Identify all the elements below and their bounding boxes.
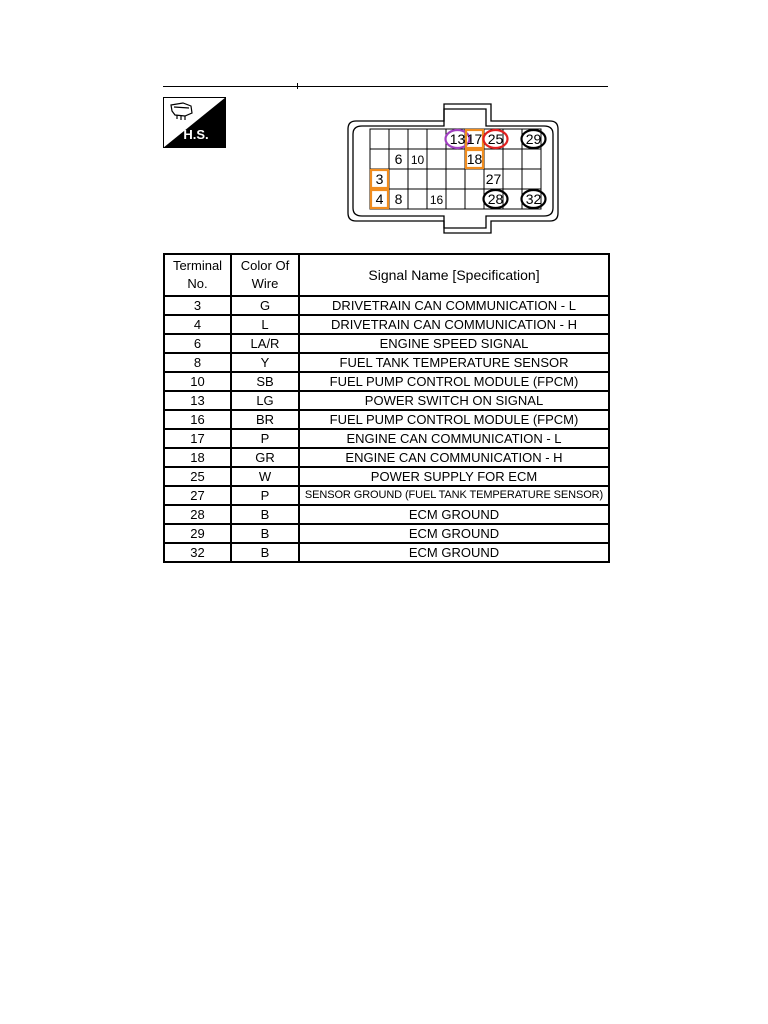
cell-wire-color: P <box>231 429 299 448</box>
table-row <box>164 296 609 315</box>
cell-wire-color: BR <box>231 410 299 429</box>
table-row <box>164 429 609 448</box>
cell-signal-name: DRIVETRAIN CAN COMMUNICATION - H <box>299 315 609 334</box>
table-row <box>164 353 609 372</box>
cell-signal-name: ECM GROUND <box>299 524 609 543</box>
cell-terminal: 32 <box>164 543 231 562</box>
cell-terminal: 28 <box>164 505 231 524</box>
cell-terminal: 3 <box>164 296 231 315</box>
table-row <box>164 505 609 524</box>
pin-label-27: 27 <box>485 171 502 187</box>
cell-terminal: 25 <box>164 467 231 486</box>
table-row <box>164 410 609 429</box>
cell-terminal: 27 <box>164 486 231 505</box>
cell-wire-color: LG <box>231 391 299 410</box>
cell-wire-color: SB <box>231 372 299 391</box>
cell-signal-name: ECM GROUND <box>299 505 609 524</box>
cell-signal-name: SENSOR GROUND (FUEL TANK TEMPERATURE SENSOR) <box>299 486 609 505</box>
cell-wire-color: B <box>231 524 299 543</box>
table-header-row <box>164 254 609 296</box>
cell-terminal: 8 <box>164 353 231 372</box>
header-signal-name: Signal Name [Specification] <box>299 254 609 296</box>
cell-wire-color: W <box>231 467 299 486</box>
pin-label-29: 29 <box>525 131 542 147</box>
table-row <box>164 334 609 353</box>
pin-label-17: 17 <box>466 131 483 147</box>
cell-signal-name: DRIVETRAIN CAN COMMUNICATION - L <box>299 296 609 315</box>
table-row <box>164 391 609 410</box>
harness-side-badge <box>163 97 226 148</box>
cell-terminal: 13 <box>164 391 231 410</box>
pin-label-16: 16 <box>429 193 444 207</box>
top-rule-tick <box>297 83 298 89</box>
cell-terminal: 17 <box>164 429 231 448</box>
cell-terminal: 10 <box>164 372 231 391</box>
cell-signal-name: FUEL TANK TEMPERATURE SENSOR <box>299 353 609 372</box>
pin-label-18: 18 <box>466 151 483 167</box>
cell-wire-color: LA/R <box>231 334 299 353</box>
cell-terminal: 4 <box>164 315 231 334</box>
pin-label-3: 3 <box>375 171 384 187</box>
cell-signal-name: ENGINE SPEED SIGNAL <box>299 334 609 353</box>
table-row <box>164 467 609 486</box>
table-row <box>164 486 609 505</box>
header-wire-color: Color Of Wire <box>231 254 299 296</box>
cell-wire-color: B <box>231 505 299 524</box>
table-row <box>164 524 609 543</box>
pin-label-6: 6 <box>394 151 403 167</box>
pin-label-13: 13 <box>449 131 466 147</box>
cell-terminal: 18 <box>164 448 231 467</box>
cell-terminal: 6 <box>164 334 231 353</box>
header-terminal-no: Terminal No. <box>164 254 231 296</box>
cell-signal-name: POWER SWITCH ON SIGNAL <box>299 391 609 410</box>
table-row <box>164 315 609 334</box>
cell-wire-color: GR <box>231 448 299 467</box>
cell-wire-color: L <box>231 315 299 334</box>
table-row <box>164 448 609 467</box>
cell-terminal: 16 <box>164 410 231 429</box>
cell-wire-color: Y <box>231 353 299 372</box>
cell-wire-color: G <box>231 296 299 315</box>
pin-label-25: 25 <box>487 131 504 147</box>
cell-signal-name: ENGINE CAN COMMUNICATION - H <box>299 448 609 467</box>
cell-signal-name: ECM GROUND <box>299 543 609 562</box>
pin-label-4: 4 <box>375 191 384 207</box>
pin-label-8: 8 <box>394 191 403 207</box>
cell-wire-color: P <box>231 486 299 505</box>
table-row <box>164 372 609 391</box>
cell-wire-color: B <box>231 543 299 562</box>
cell-terminal: 29 <box>164 524 231 543</box>
pin-label-10: 10 <box>410 153 425 167</box>
pin-label-28: 28 <box>487 191 504 207</box>
terminal-table <box>163 253 610 563</box>
badge-label: H.S. <box>183 127 209 142</box>
pin-label-32: 32 <box>525 191 542 207</box>
cell-signal-name: FUEL PUMP CONTROL MODULE (FPCM) <box>299 372 609 391</box>
connector-diagram <box>346 103 562 234</box>
top-rule <box>163 86 608 87</box>
cell-signal-name: FUEL PUMP CONTROL MODULE (FPCM) <box>299 410 609 429</box>
cell-signal-name: POWER SUPPLY FOR ECM <box>299 467 609 486</box>
cell-signal-name: ENGINE CAN COMMUNICATION - L <box>299 429 609 448</box>
table-row <box>164 543 609 562</box>
